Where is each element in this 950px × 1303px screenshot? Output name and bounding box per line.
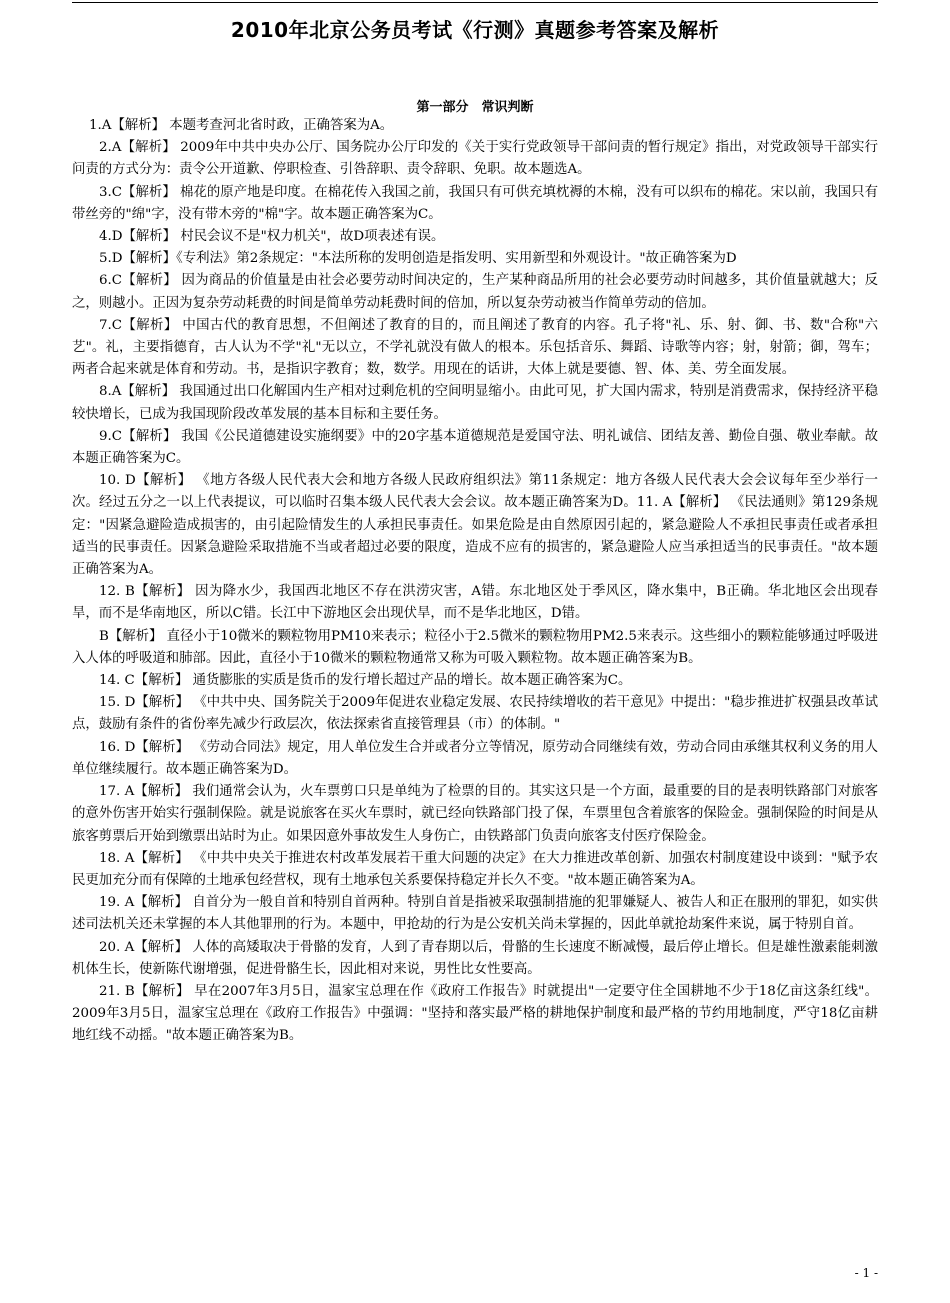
answer-paragraph: 16. D【解析】 《劳动合同法》规定，用人单位发生合并或者分立等情况，原劳动合同继续有效，劳动合同由承继其权利义务的用人单位继续履行。故本题正确答案为D。: [72, 739, 878, 777]
answer-paragraph: 10. D【解析】 《地方各级人民代表大会和地方各级人民政府组织法》第11条规定：地方各级人民代表大会会议每年至少举行一次。经过五分之一以上代表提议，可以临时召集本级人民代表大会会议。故本题正确答案为D。11. A【解析】 《民法通则》第129条规定："因紧急避险造成损害的，由引起险情发生的人承担民事责任。如果危险是由自然原因引起的，紧急避险人不承担民事责任或者承担适当的民事责任。因紧急避险采取措施不当或者超过必要的限度，造成不应有的损害的，紧急避险人应当承担适当的民事责任。"故本题正确答案为A。: [72, 473, 878, 578]
answer-paragraph: 4.D【解析】 村民会议不是"权力机关"，故D项表述有误。: [99, 229, 445, 245]
answer-paragraph: 15. D【解析】 《中共中央、国务院关于2009年促进农业稳定发展、农民持续增收的若干意见》中提出："稳步推进扩权强县改革试点，鼓励有条件的省份率先减少行政层次，依法探索省直接管理县（市）的体制。": [72, 695, 878, 733]
answer-paragraph: 17. A【解析】 我们通常会认为，火车票剪口只是单纯为了检票的目的。其实这只是一个方面，最重要的目的是表明铁路部门对旅客的意外伤害开始实行强制保险。就是说旅客在买火车票时，就已经向铁路部门投了保，车票里包含着旅客的保险金。强制保险的时间是从旅客剪票后开始到缴票出站时为止。如果因意外事故发生人身伤亡，由铁路部门负责向旅客支付医疗保险金。: [72, 784, 878, 844]
answer-paragraph: 14. C【解析】 通货膨胀的实质是货币的发行增长超过产品的增长。故本题正确答案为C。: [99, 673, 632, 689]
answer-paragraph: 2.A【解析】 2009年中共中央办公厅、国务院办公厅印发的《关于实行党政领导干部问责的暂行规定》指出，对党政领导干部实行问责的方式分为：责令公开道歉、停职检查、引咎辞职、责令辞职、免职。故本题选A。: [72, 140, 878, 178]
answer-paragraph: 3.C【解析】 棉花的原产地是印度。在棉花传入我国之前，我国只有可供充填枕褥的木棉，没有可以织布的棉花。宋以前，我国只有带丝旁的"绵"字，没有带木旁的"棉"字。故本题正确答案为C。: [72, 184, 878, 222]
page-number: - 1 -: [854, 1266, 878, 1280]
answer-paragraph: 19. A【解析】 自首分为一般自首和特别自首两种。特别自首是指被采取强制措施的犯罪嫌疑人、被告人和正在服刑的罪犯，如实供述司法机关还未掌握的本人其他罪刑的行为。本题中，甲抢劫的行为是公安机关尚未掌握的，因此单就抢劫案件来说，属于特别自首。: [72, 895, 878, 933]
section-heading: 第一部分 常识判断: [416, 100, 534, 115]
answer-paragraph: 7.C【解析】 中国古代的教育思想，不但阐述了教育的目的，而且阐述了教育的内容。孔子将"礼、乐、射、御、书、数"合称"六艺"。礼，主要指德育，古人认为不学"礼"无以立，不学礼就没有做人的根本。乐包括音乐、舞蹈、诗歌等内容；射，射箭；御，驾车；两者合起来就是体育和劳动。书，是指识字教育；数，数学。用现在的话讲，大体上就是要德、智、体、美、劳全面发展。: [72, 317, 878, 378]
answer-paragraph: 21. B【解析】 早在2007年3月5日，温家宝总理在作《政府工作报告》时就提出"一定要守住全国耕地不少于18亿亩这条红线"。 2009年3月5日，温家宝总理在《政府工作报告》中强调："坚持和落实最严格的耕地保护制度和最严格的节约用地制度，严守18亿亩耕地红线不动摇。"故本题正确答案为B。: [72, 983, 878, 1044]
answer-paragraph: 18. A【解析】 《中共中央关于推进农村改革发展若干重大问题的决定》在大力推进改革创新、加强农村制度建设中谈到："赋予农民更加充分而有保障的土地承包经营权，现有土地承包关系要保持稳定并长久不变。"故本题正确答案为A。: [72, 850, 878, 888]
answer-paragraph: 12. B【解析】 因为降水少，我国西北地区不存在洪涝灾害，A错。东北地区处于季风区，降水集中，B正确。华北地区会出现春旱，而不是华南地区，所以C错。长江中下游地区会出现伏旱，而不是华北地区，D错。: [72, 584, 878, 622]
answer-paragraph: 1.A【解析】 本题考查河北省时政，正确答案为A。: [89, 118, 394, 133]
answer-paragraph: 9.C【解析】 我国《公民道德建设实施纲要》中的20字基本道德规范是爱国守法、明礼诚信、团结友善、勤俭自强、敬业奉献。故本题正确答案为C。: [72, 428, 878, 467]
document-title: 2010年北京公务员考试《行测》真题参考答案及解析: [230, 18, 720, 42]
answer-paragraph: 5.D【解析】《专利法》第2条规定："本法所称的发明创造是指发明、实用新型和外观设计。"故正确答案为D: [99, 251, 737, 267]
answer-paragraph: B【解析】 直径小于10微米的颗粒物用PM10来表示；粒径小于2.5微米的颗粒物用PM2.5来表示。这些细小的颗粒能够通过呼吸进入人体的呼吸道和肺部。因此，直径小于10微米的颗粒物通常又称为可吸入颗粒物。故本题正确答案为B。: [72, 628, 878, 666]
document-body: [72, 115, 878, 1048]
answer-paragraph: 20. A【解析】 人体的高矮取决于骨骼的发育，人到了青春期以后，骨骼的生长速度不断减慢，最后停止增长。但是雄性激素能刺激机体生长，使新陈代谢增强，促进骨骼生长，因此相对来说，男性比女性要高。: [72, 939, 878, 977]
answer-paragraph: 8.A【解析】 我国通过出口化解国内生产相对过剩危机的空间明显缩小。由此可见，扩大国内需求，特别是消费需求，保持经济平稳较快增长，已成为我国现阶段改革发展的基本目标和主要任务。: [72, 384, 878, 422]
answer-paragraph: 6.C【解析】 因为商品的价值量是由社会必要劳动时间决定的，生产某种商品所用的社会必要劳动时间越多，其价值量就越大；反之，则越小。正因为复杂劳动耗费的时间是简单劳动耗费时间的倍加，所以复杂劳动被当作简单劳动的倍加。: [72, 273, 878, 311]
header-rule: [72, 2, 878, 3]
